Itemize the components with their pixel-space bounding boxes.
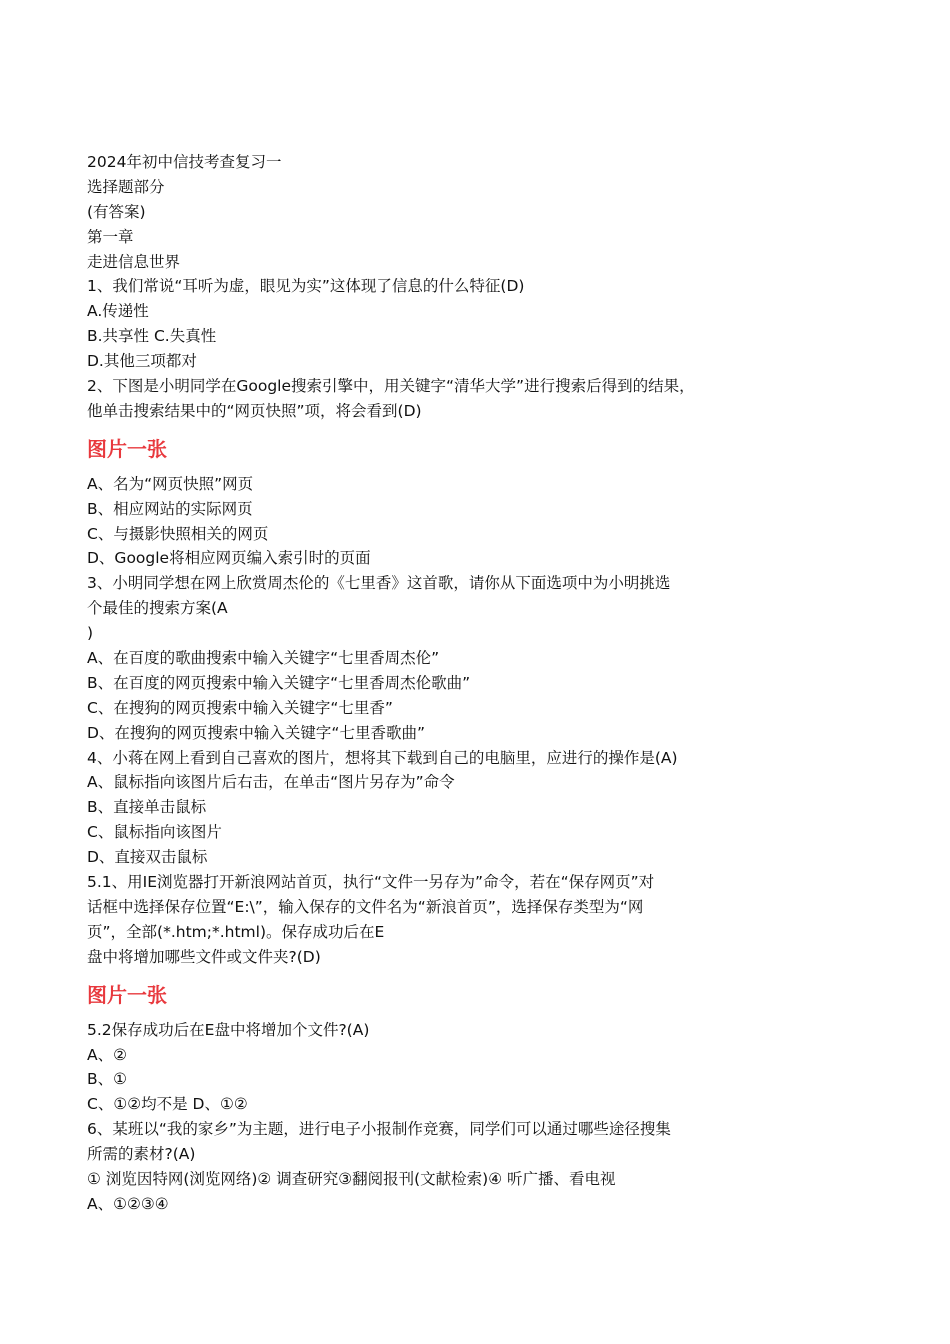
option-line: A、在百度的歌曲搜索中输入关键字“七里香周杰伦”	[87, 649, 440, 668]
question-5-1-cont: 页”，全部(*.htm;*.html)。保存成功后在E	[87, 922, 385, 941]
image-placeholder-2: 图片一张	[87, 982, 167, 1007]
option-line: D.其他三项都对	[87, 352, 197, 371]
image-placeholder-1: 图片一张	[87, 436, 167, 461]
option-line: D、Google将相应网页编入索引时的页面	[87, 549, 371, 568]
question-5-1: 5.1、用IE浏览器打开新浪网站首页，执行“文件一另存为”命令，若在“保存网页”对	[87, 873, 655, 892]
option-line: C、与摄影快照相关的网页	[87, 524, 269, 543]
question-1: 1、我们常说“耳听为虚，眼见为实”这体现了信息的什么特征(D)	[87, 277, 525, 296]
question-5-1-cont: 盘中将增加哪些文件或文件夹?(D)	[87, 947, 321, 966]
question-3: 3、小明同学想在网上欣赏周杰伦的《七里香》这首歌，请你从下面选项中为小明挑选	[87, 574, 671, 593]
question-3-cont: 个最佳的搜索方案(A	[87, 599, 228, 618]
question-6-cont: 所需的素材?(A)	[87, 1145, 196, 1164]
question-4: 4、小蒋在网上看到自己喜欢的图片，想将其下载到自己的电脑里，应进行的操作是(A)	[87, 748, 678, 767]
question-6-items: ① 浏览因特网(浏览网络)② 调查研究③翻阅报刊(文献检索)④ 听广播、看电视	[87, 1169, 616, 1188]
question-2: 2、下图是小明同学在Google搜索引擎中，用关键字“清华大学”进行搜索后得到的结果，	[87, 377, 695, 396]
option-line: B、相应网站的实际网页	[87, 499, 253, 518]
text-block-3	[87, 1018, 787, 1217]
option-line: B、①	[87, 1070, 128, 1089]
option-line: C、在搜狗的网页搜索中输入关键字“七里香”	[87, 698, 393, 717]
option-line: B、直接单击鼠标	[87, 798, 207, 817]
option-line: C、①②均不是 D、①②	[87, 1095, 248, 1114]
option-line: B、在百度的网页搜索中输入关键字“七里香周杰伦歌曲”	[87, 673, 471, 692]
chapter-label: 第一章	[87, 227, 134, 246]
question-2-cont: 他单击搜索结果中的“网页快照”项，将会看到(D)	[87, 401, 422, 420]
document-page	[87, 150, 787, 1217]
option-line: D、在搜狗的网页搜索中输入关键字“七里香歌曲”	[87, 723, 425, 742]
text-block-2	[87, 472, 787, 970]
option-line: A、鼠标指向该图片后右击，在单击“图片另存为”命令	[87, 773, 455, 792]
option-line: B.共享性 C.失真性	[87, 327, 217, 346]
option-line: A.传递性	[87, 302, 149, 321]
doc-title: 2024年初中信技考查复习一	[87, 153, 282, 171]
chapter-title: 走进信息世界	[87, 252, 181, 271]
question-3-cont: )	[87, 624, 94, 643]
question-5-1-cont: 话框中选择保存位置“E:\”，输入保存的文件名为“新浪首页”，选择保存类型为“网	[87, 897, 644, 916]
text-block-1	[87, 150, 787, 424]
option-line: A、①②③④	[87, 1194, 169, 1213]
option-line: A、名为“网页快照”网页	[87, 474, 254, 493]
answer-note: (有答案)	[87, 202, 146, 221]
option-line: A、②	[87, 1045, 127, 1064]
option-line: C、鼠标指向该图片	[87, 823, 222, 842]
question-6: 6、某班以“我的家乡”为主题，进行电子小报制作竞赛，同学们可以通过哪些途径搜集	[87, 1120, 671, 1139]
option-line: D、直接双击鼠标	[87, 848, 208, 867]
question-5-2: 5.2保存成功后在E盘中将增加个文件?(A)	[87, 1020, 370, 1039]
section-heading: 选择题部分	[87, 177, 165, 196]
